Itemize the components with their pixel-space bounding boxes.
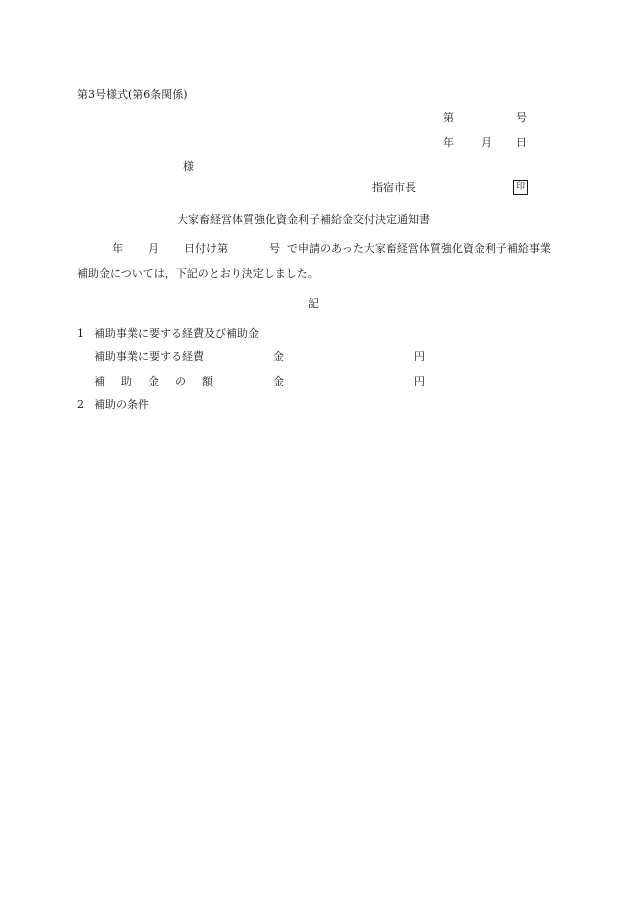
document-number-prefix: 第 (443, 111, 454, 124)
body-number-suffix: 号 (269, 242, 280, 255)
document-number-suffix: 号 (516, 111, 527, 124)
subsidy-char: 補 (94, 375, 105, 388)
item1-number: 1 (77, 327, 84, 340)
expense-yen-label: 円 (414, 350, 425, 363)
expense-kin-label: 金 (273, 350, 284, 363)
item1-label: 補助事業に要する経費及び補助金 (94, 327, 259, 340)
subsidy-char: 額 (202, 375, 213, 388)
subsidy-char: の (175, 375, 186, 388)
date-day-label: 日 (516, 136, 527, 149)
subsidy-amount-label (94, 375, 213, 389)
item2-number: 2 (77, 398, 84, 411)
ki-heading: 記 (308, 297, 319, 310)
date-month-label: 月 (481, 136, 492, 149)
expense-label: 補助事業に要する経費 (94, 350, 204, 363)
subsidy-kin-label: 金 (273, 375, 284, 388)
subsidy-char: 助 (121, 375, 132, 388)
body-month-label: 月 (148, 242, 159, 255)
form-number: 第3号様式(第6条関係) (77, 88, 188, 101)
seal-mark: 印 (513, 180, 528, 195)
addressee-honorific: 様 (183, 160, 194, 173)
date-year-label: 年 (443, 136, 454, 149)
item2-label: 補助の条件 (94, 398, 149, 411)
document-title: 大家畜経営体質強化資金利子補給金交付決定通知書 (177, 213, 430, 226)
body-date-number-label: 日付け第 (184, 242, 228, 255)
body-text-line2: 補助金については，下記のとおり決定しました。 (77, 267, 319, 280)
subsidy-yen-label: 円 (414, 375, 425, 388)
body-year-label: 年 (112, 242, 123, 255)
subsidy-char: 金 (148, 375, 159, 388)
issuer-name: 指宿市長 (372, 181, 416, 194)
body-text-line1: で申請のあった大家畜経営体質強化資金利子補給事業 (287, 242, 551, 255)
